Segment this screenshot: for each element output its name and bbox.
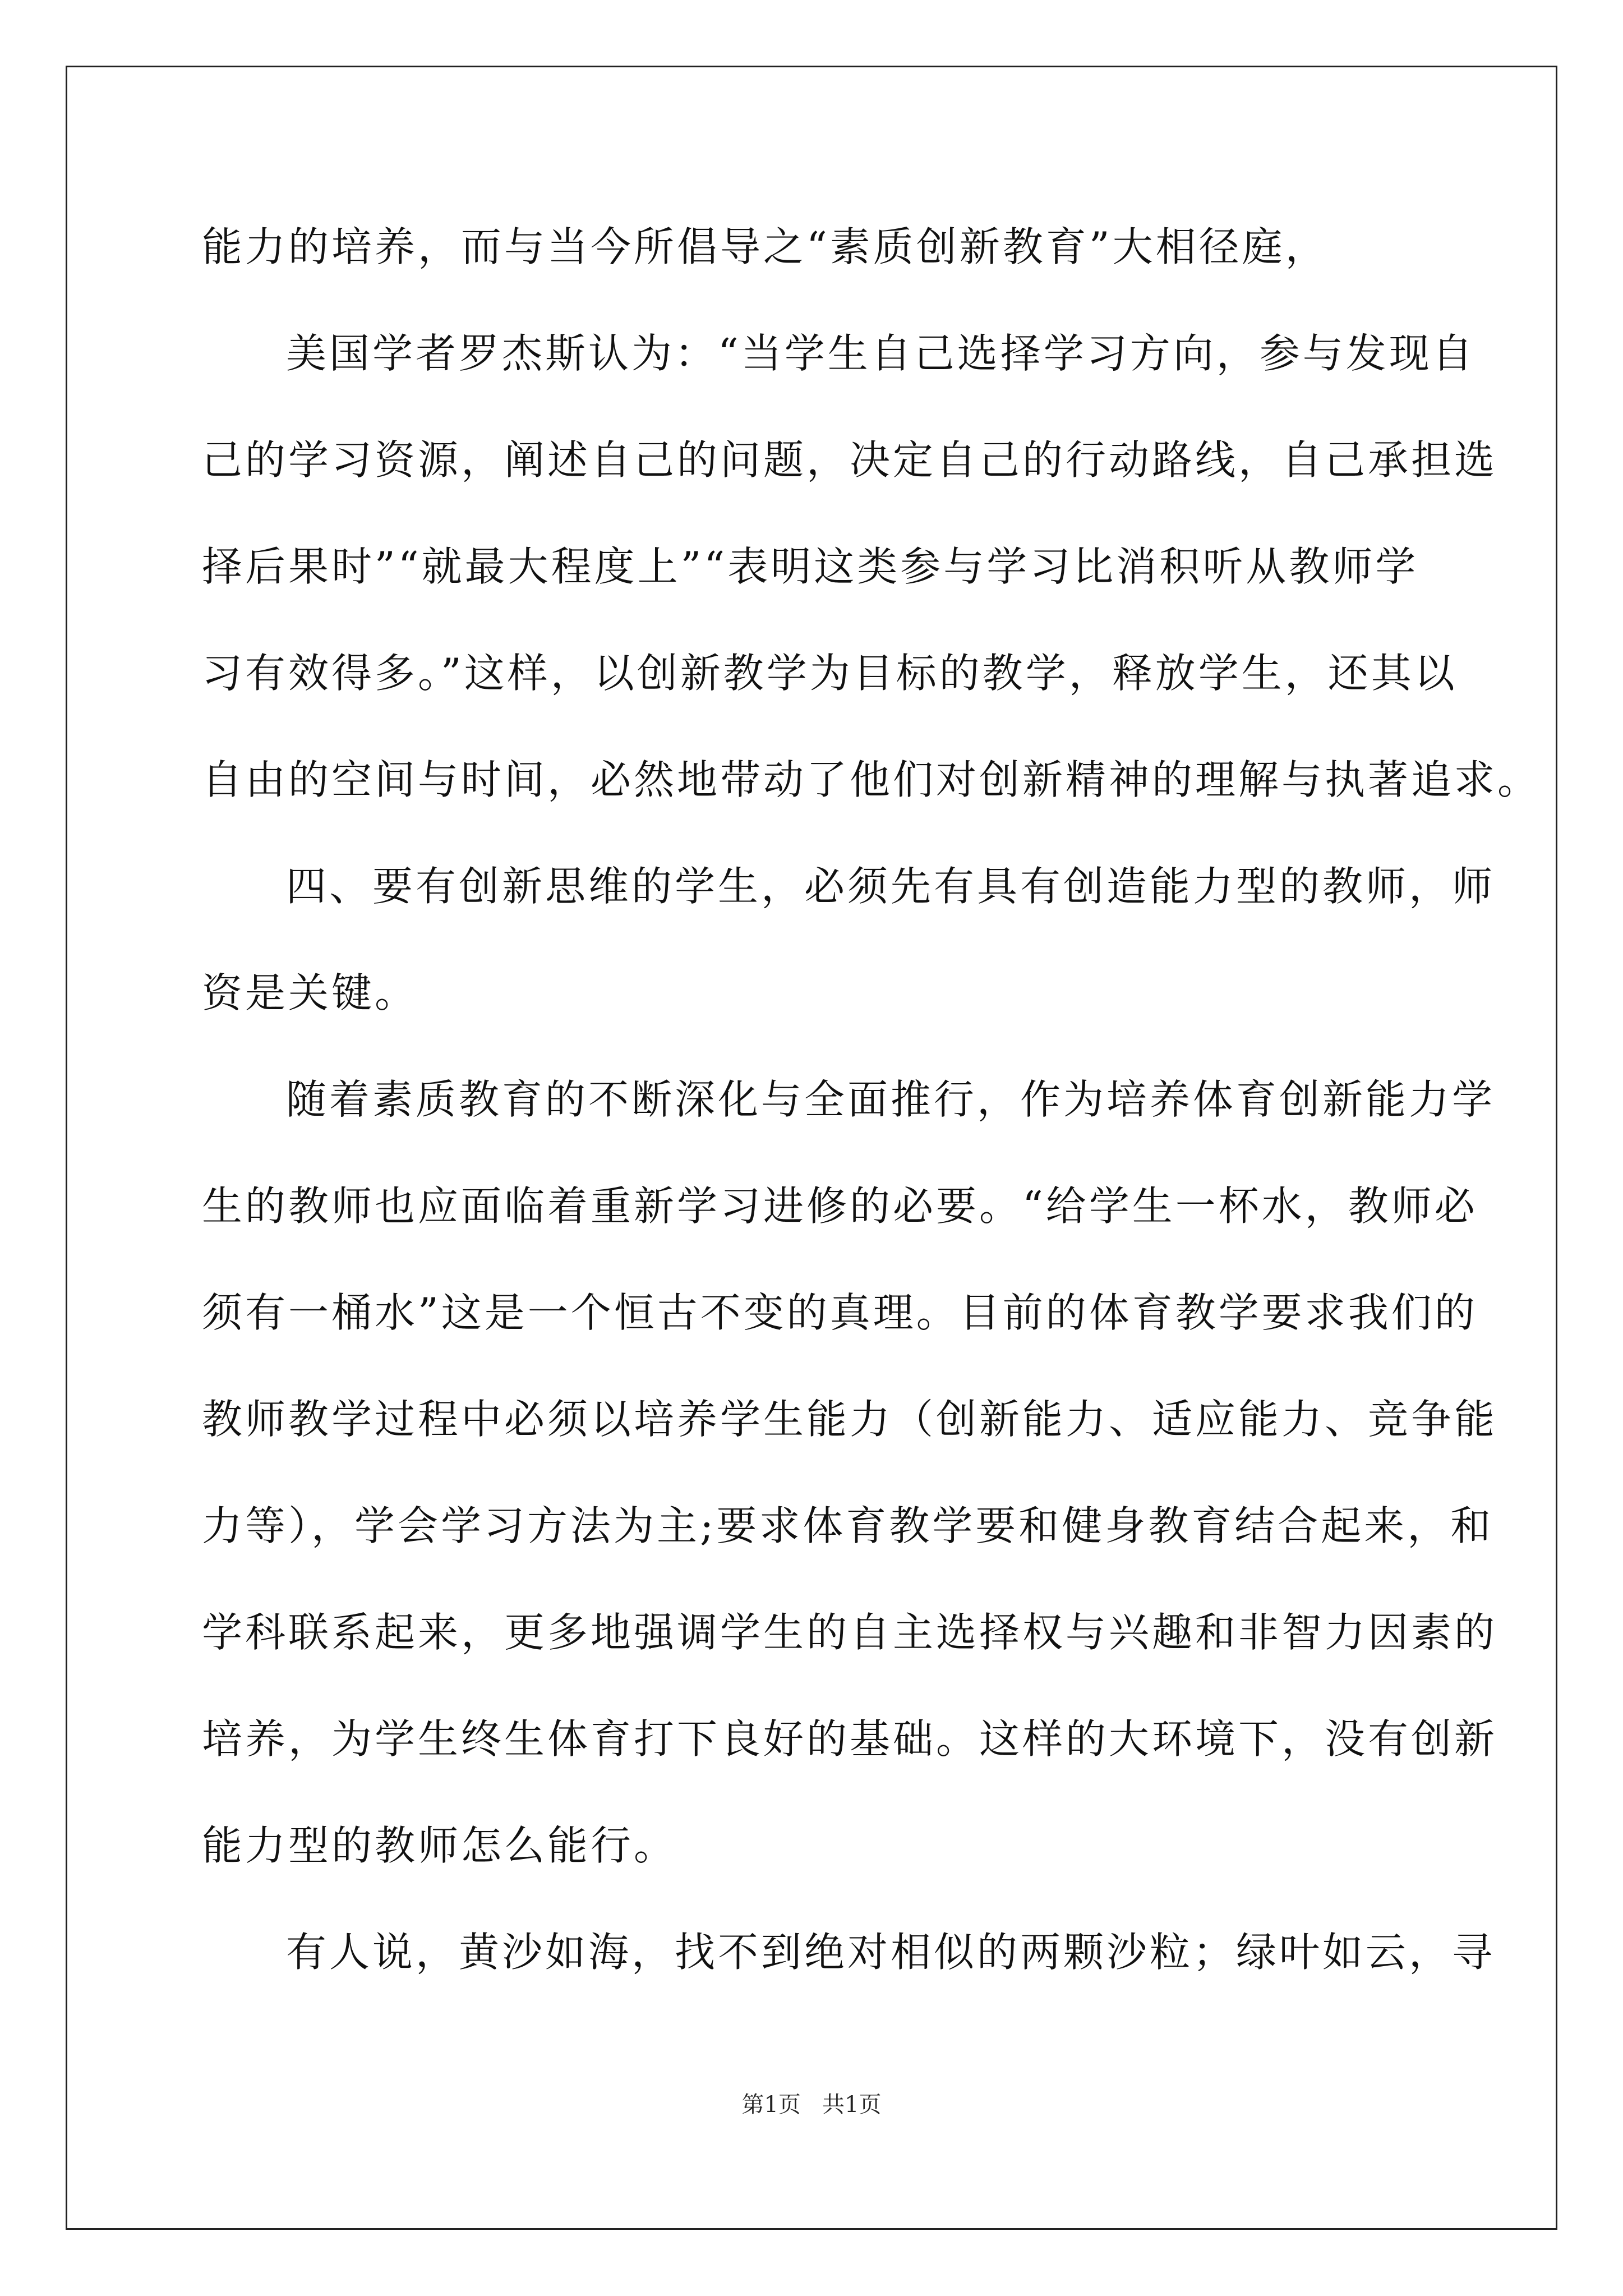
text-line: 教师教学过程中必须以培养学生能力（创新能力、适应能力、竞争能 (202, 1396, 1498, 1443)
text-line: 学科联系起来，更多地强调学生的自主选择权与兴趣和非智力因素的 (202, 1609, 1498, 1656)
text-line: 须有一桶水”这是一个恒古不变的真理。目前的体育教学要求我们的 (202, 1289, 1478, 1336)
text-line: 有人说，黄沙如海，找不到绝对相似的两颗沙粒；绿叶如云，寻 (286, 1929, 1496, 1976)
text-line: 力等），学会学习方法为主;要求体育教学要和健身教育结合起来，和 (202, 1502, 1494, 1549)
text-line: 随着素质教育的不断深化与全面推行，作为培养体育创新能力学 (286, 1076, 1496, 1123)
text-line: 习有效得多。”这样，以创新教学为目标的教学，释放学生，还其以 (202, 650, 1458, 697)
document-body (202, 194, 1541, 2005)
text-line: 四、要有创新思维的学生，必须先有具有创造能力型的教师，师 (286, 863, 1496, 910)
text-line: 自由的空间与时间，必然地带动了他们对创新精神的理解与执著追求。 (202, 756, 1541, 803)
text-line: 能力的培养，而与当今所倡导之“素质创新教育”大相径庭， (202, 223, 1329, 270)
text-line: 己的学习资源，阐述自己的问题，决定自己的行动路线，自己承担选 (202, 436, 1498, 484)
text-line: 资是关键。 (202, 969, 418, 1016)
page-number-footer: 第1页 共1页 (741, 2092, 882, 2118)
text-line: 择后果时”“就最大程度上”“表明这类参与学习比消积听从教师学 (202, 543, 1419, 590)
text-line: 生的教师也应面临着重新学习进修的必要。“给学生一杯水，教师必 (202, 1182, 1478, 1230)
text-line: 能力型的教师怎么能行。 (202, 1822, 677, 1869)
text-line: 培养，为学生终生体育打下良好的基础。这样的大环境下，没有创新 (202, 1715, 1498, 1763)
text-line: 美国学者罗杰斯认为：“当学生自己选择学习方向，参与发现自 (286, 330, 1476, 377)
